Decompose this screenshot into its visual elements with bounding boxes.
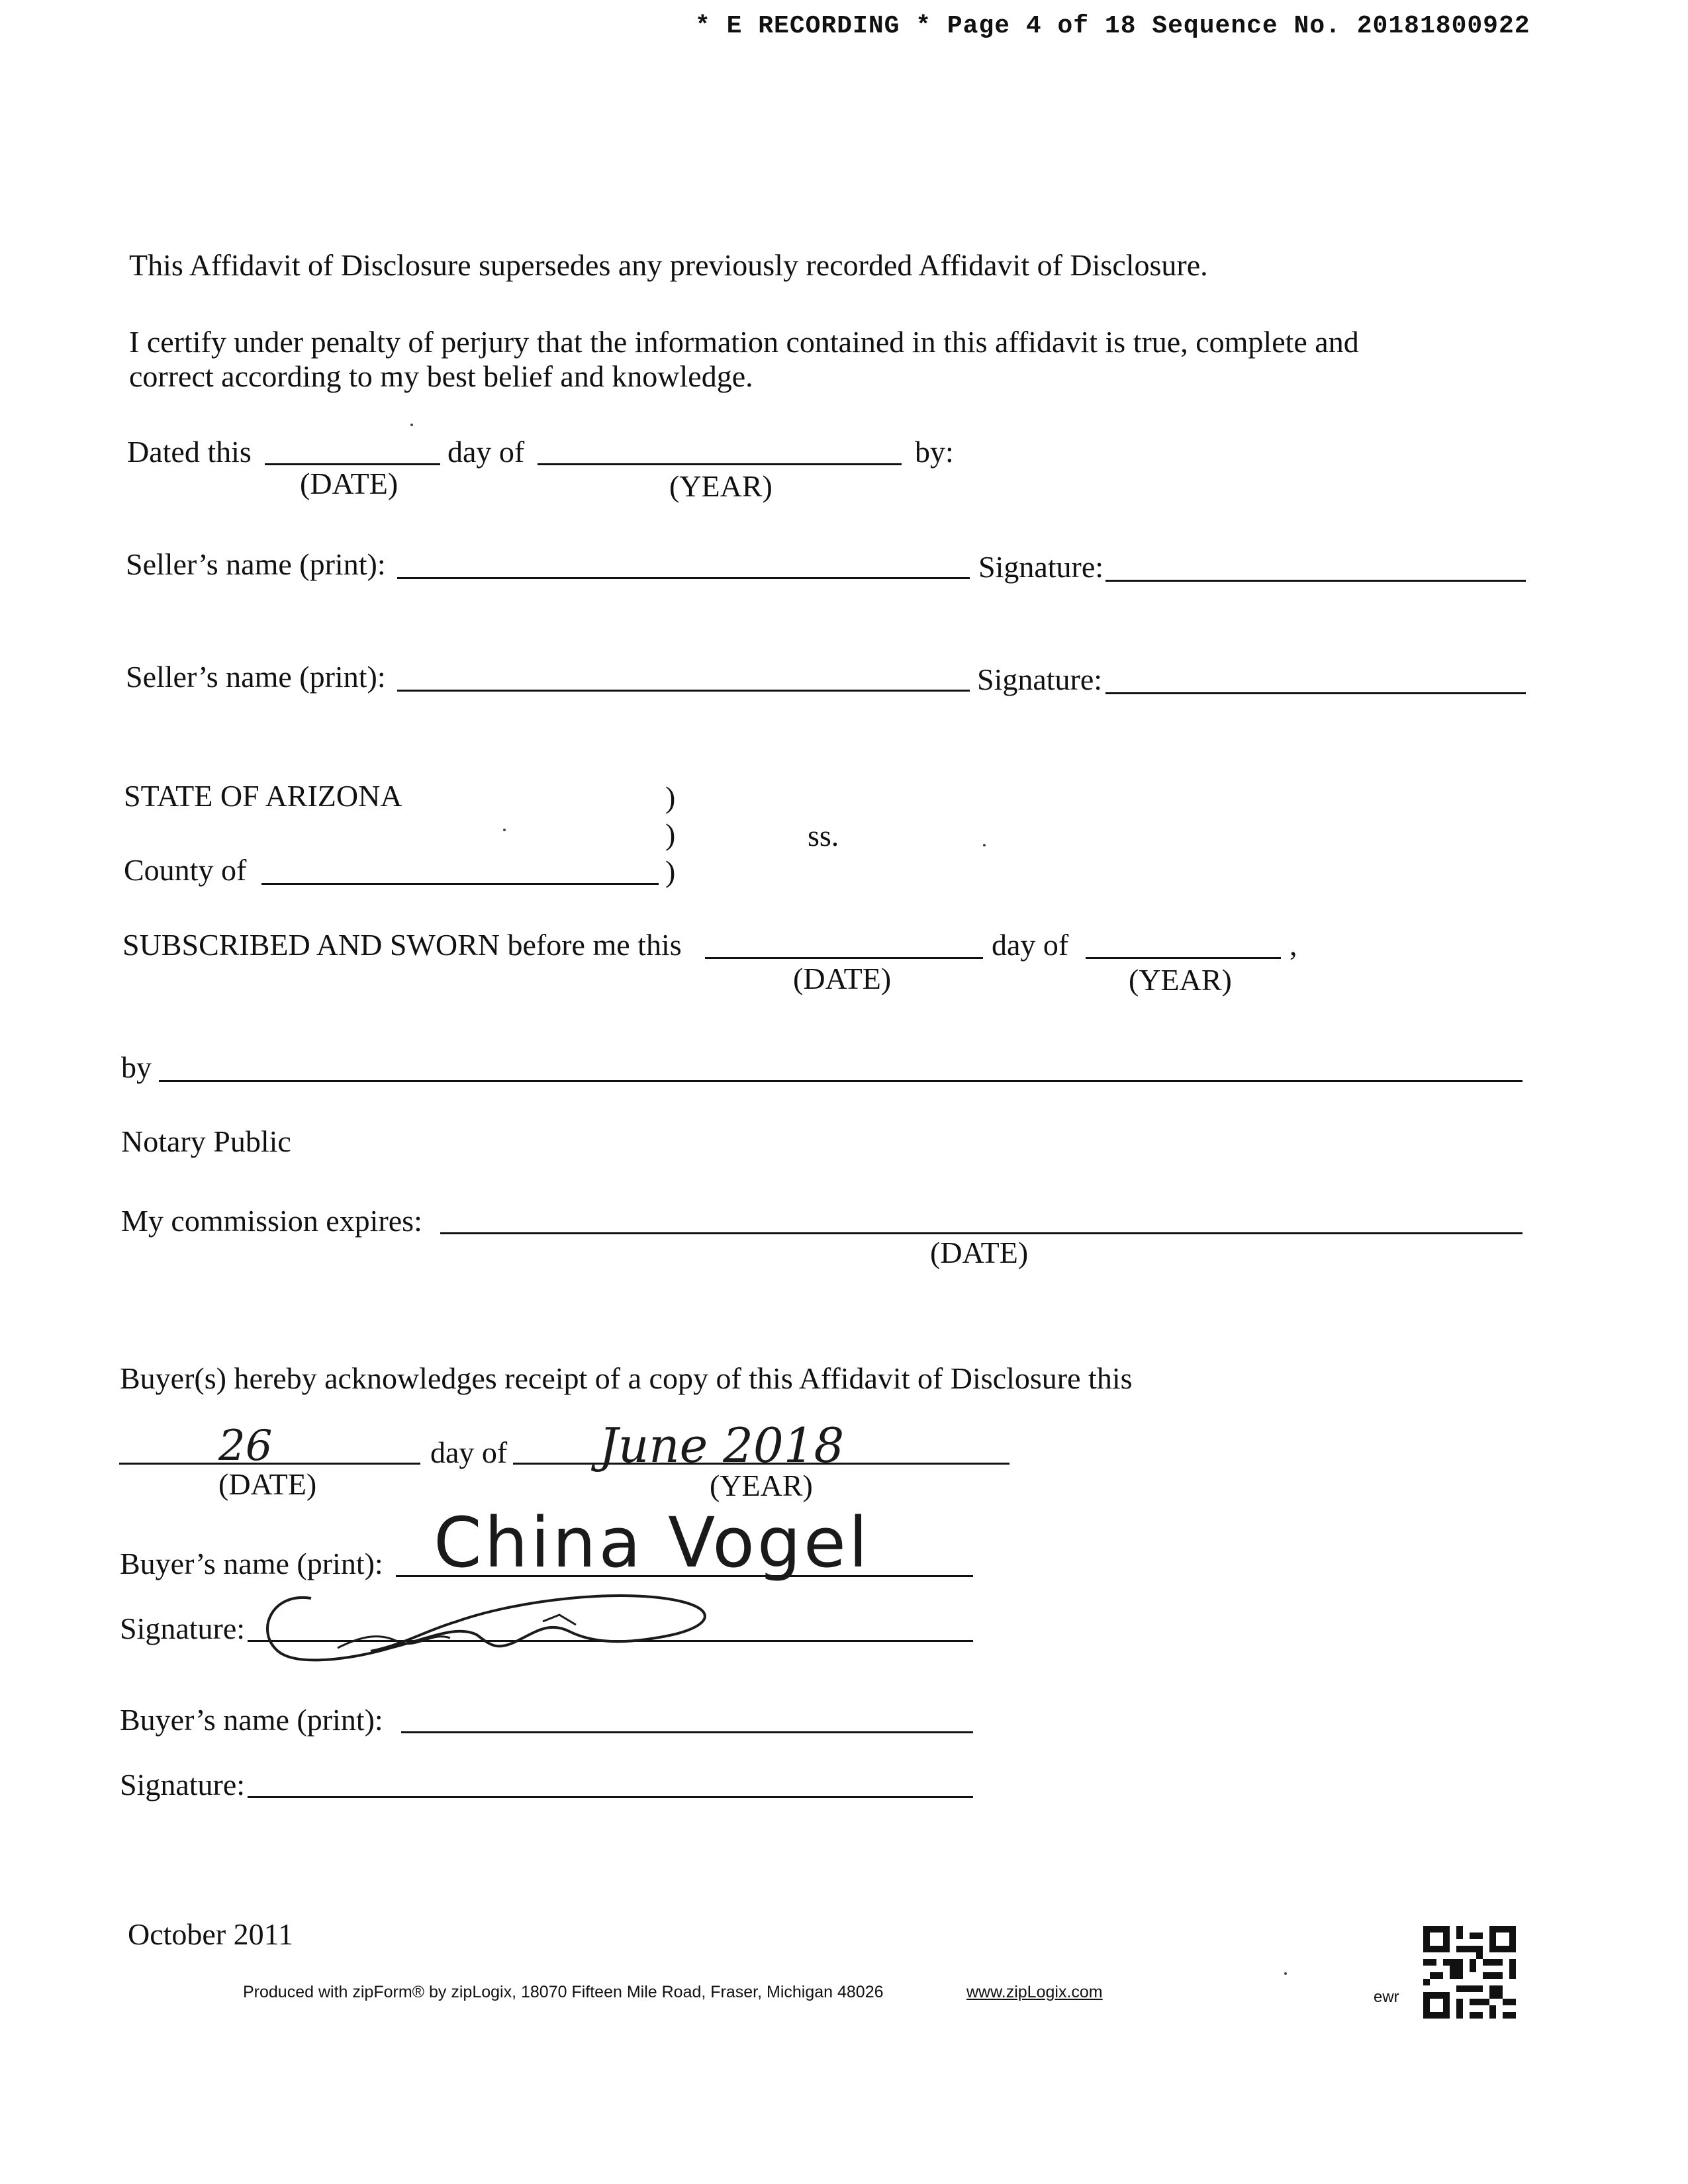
venue-paren-2: ): [665, 817, 676, 851]
certify-statement-line2: correct according to my best belief and knowledge.: [129, 359, 753, 393]
revision-date: October 2011: [128, 1917, 293, 1951]
certify-statement-line1: I certify under penalty of perjury that the information contained in this affidavit is true, complete and: [129, 325, 1359, 359]
notary-public-label: Notary Public: [121, 1124, 291, 1158]
dated-date-caption: (DATE): [300, 467, 399, 500]
county-line[interactable]: [261, 883, 659, 885]
seller-2-name-label: Seller’s name (print):: [126, 660, 386, 694]
buyer-acknowledgement-statement: Buyer(s) hereby acknowledges receipt of a copy of this Affidavit of Disclosure this: [120, 1361, 1133, 1395]
subscribed-sworn-label: SUBSCRIBED AND SWORN before me this: [122, 928, 682, 962]
buyer-1-signature-label: Signature:: [120, 1612, 246, 1645]
sworn-date-line[interactable]: [705, 957, 983, 959]
buyer-ack-month-year-handwritten: June 2018: [599, 1418, 845, 1473]
seller-2-signature-line[interactable]: [1105, 692, 1526, 694]
sworn-year-line[interactable]: [1086, 957, 1281, 959]
recording-header: * E RECORDING * Page 4 of 18 Sequence No. 20181800922: [695, 12, 1530, 40]
notary-by-line[interactable]: [159, 1080, 1523, 1082]
dated-year-caption: (YEAR): [669, 469, 773, 503]
sworn-day-of-label: day of: [992, 928, 1069, 962]
ziplogix-link-text[interactable]: www.zipLogix.com: [966, 1983, 1103, 2001]
commission-expires-label: My commission expires:: [121, 1204, 422, 1238]
qr-code-icon: [1423, 1926, 1516, 2019]
state-of-arizona: STATE OF ARIZONA: [124, 779, 402, 813]
supersedes-statement: This Affidavit of Disclosure supersedes any previously recorded Affidavit of Disclosure.: [129, 248, 1208, 282]
buyer-ack-day-handwritten: 26: [218, 1422, 273, 1471]
dated-day-of-label: day of: [447, 435, 525, 469]
county-of-label: County of: [124, 853, 247, 887]
buyer-ack-date-caption: (DATE): [218, 1467, 317, 1501]
buyer-1-name-label: Buyer’s name (print):: [120, 1547, 383, 1580]
buyer-1-name-handwritten: China Vogel: [434, 1502, 870, 1583]
venue-paren-1: ): [665, 780, 676, 814]
buyer-ack-year-caption: (YEAR): [710, 1469, 813, 1502]
commission-date-line[interactable]: [440, 1232, 1523, 1234]
seller-2-name-line[interactable]: [397, 690, 970, 692]
venue-ss: ss.: [808, 819, 839, 852]
scan-speck: [1284, 1972, 1287, 1975]
ziplogix-link[interactable]: [966, 1983, 1103, 2002]
seller-1-signature-line[interactable]: [1105, 580, 1526, 582]
buyer-ack-day-of-label: day of: [430, 1435, 508, 1469]
notary-by-label: by: [121, 1050, 152, 1084]
venue-paren-3: ): [665, 854, 676, 888]
buyer-2-signature-label: Signature:: [120, 1768, 246, 1801]
dated-by-label: by:: [915, 435, 954, 469]
form-code: ewr: [1374, 1988, 1399, 2006]
dated-date-line[interactable]: [265, 463, 440, 465]
scan-speck: [503, 829, 506, 831]
commission-date-caption: (DATE): [930, 1236, 1029, 1269]
seller-1-name-label: Seller’s name (print):: [126, 547, 386, 581]
seller-2-signature-label: Signature:: [977, 662, 1103, 696]
seller-1-signature-label: Signature:: [978, 550, 1104, 584]
sworn-date-caption: (DATE): [793, 962, 892, 995]
scan-speck: [983, 844, 986, 846]
dated-this-label: Dated this: [127, 435, 252, 469]
dated-year-line[interactable]: [538, 463, 902, 465]
scan-speck: [410, 424, 413, 426]
produced-with-note: Produced with zipForm® by zipLogix, 18070 Fifteen Mile Road, Fraser, Michigan 48026: [243, 1983, 884, 2001]
seller-1-name-line[interactable]: [397, 577, 970, 579]
buyer-2-name-line[interactable]: [401, 1731, 973, 1733]
buyer-2-name-label: Buyer’s name (print):: [120, 1703, 383, 1737]
sworn-year-caption: (YEAR): [1129, 963, 1232, 997]
buyer-2-signature-line[interactable]: [248, 1796, 973, 1798]
sworn-comma: ,: [1289, 928, 1297, 962]
buyer-1-signature-scribble: [258, 1585, 722, 1671]
